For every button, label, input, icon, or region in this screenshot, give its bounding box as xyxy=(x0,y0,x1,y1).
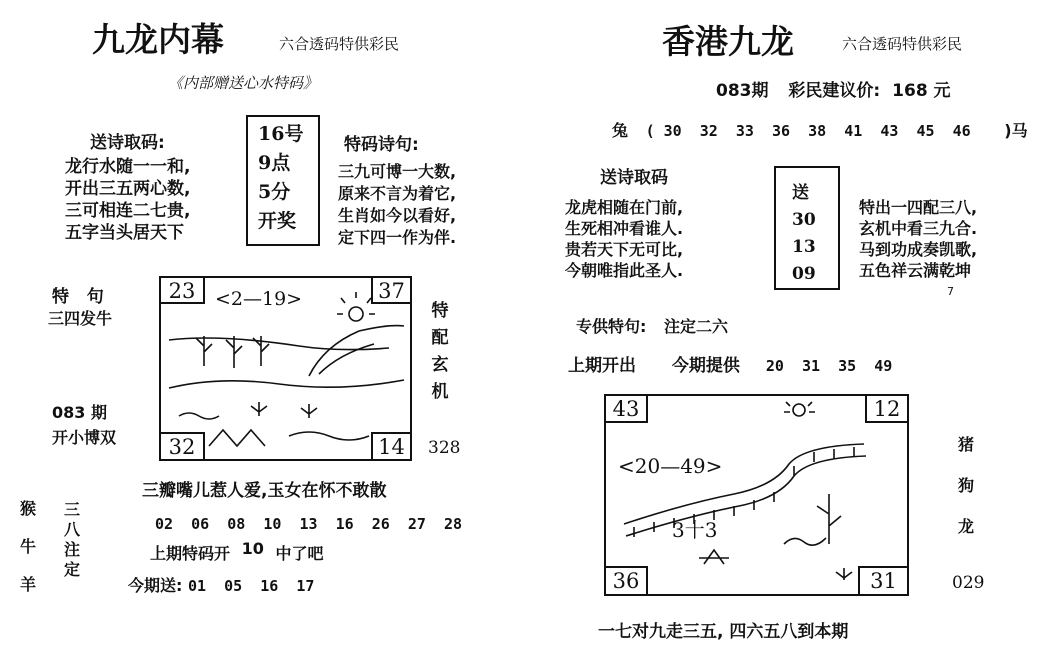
right-corner-tl: 43 xyxy=(604,394,648,423)
send-box-num-3: 09 xyxy=(792,264,816,284)
left-vnote2-1: 三 xyxy=(63,500,80,519)
right-corner-tr: 12 xyxy=(865,394,909,423)
left-side-number: 328 xyxy=(428,438,461,458)
special-poem xyxy=(338,161,456,249)
right-special-label: 专供特句: xyxy=(576,317,647,336)
right-picture-sketch-icon xyxy=(604,394,909,596)
horse-label: )马 xyxy=(1004,121,1028,140)
left-poem-line-2: 开出三五两心数, xyxy=(65,179,191,199)
draw-time-hour: 9点 xyxy=(258,152,291,174)
right-picture-sum: 3十3 xyxy=(672,518,718,542)
left-corner-tr: 37 xyxy=(371,276,412,304)
special-poem-line-1: 三九可博一大数, xyxy=(338,162,457,181)
left-number-list: 02 06 08 10 13 16 26 27 28 xyxy=(155,515,463,533)
right-side-number: 029 xyxy=(952,573,985,593)
left-poem-line-3: 三可相连二七贵, xyxy=(65,201,191,221)
left-vnote-2: 配 xyxy=(431,328,449,348)
left-vnote2-3: 注 xyxy=(63,540,80,559)
right-poem xyxy=(565,197,683,281)
send-box-num-2: 13 xyxy=(792,237,816,257)
left-vertical-note2 xyxy=(62,500,82,580)
right-animal-1: 猪 xyxy=(957,435,974,454)
right-period: 083期 xyxy=(716,81,769,101)
left-vertical-note xyxy=(430,298,450,406)
left-period: 083 期 xyxy=(52,403,107,422)
right-last-label: 上期开出 xyxy=(568,356,636,376)
today-label: 今期送: xyxy=(128,576,183,595)
left-vnote-4: 机 xyxy=(431,382,449,402)
right-animals xyxy=(956,424,976,547)
last-period-prefix: 上期特码开 xyxy=(150,544,231,563)
last-period-line xyxy=(150,541,323,564)
send-box-label: 送 xyxy=(792,183,809,203)
right-animal-2: 狗 xyxy=(957,476,974,495)
right-poem2-line-4: 五色祥云满乾坤 xyxy=(859,261,972,280)
right-poem-header: 送诗取码 xyxy=(600,168,668,188)
right-price-label: 彩民建议价: xyxy=(788,81,881,101)
right-poem2-line-3: 马到功成奏凯歌, xyxy=(859,240,978,259)
left-corner-bl: 32 xyxy=(159,432,205,461)
left-vnote2-4: 定 xyxy=(63,560,80,579)
left-animals xyxy=(18,490,38,604)
last-period-suffix: 中了吧 xyxy=(275,544,324,563)
right-period-price xyxy=(716,76,951,101)
special-phrase: 三四发牛 xyxy=(48,309,113,328)
right-offer-numbers: 20 31 35 49 xyxy=(765,357,893,375)
left-vnote2-2: 八 xyxy=(63,520,80,539)
right-animal-3: 龙 xyxy=(957,517,974,536)
right-poem-line-4: 今朝唯指此圣人. xyxy=(565,261,684,280)
right-special-line xyxy=(576,314,728,337)
left-vnote-3: 玄 xyxy=(431,355,449,375)
right-small-mark: 7 xyxy=(947,285,954,298)
right-poem2-line-2: 玄机中看三九合. xyxy=(859,219,978,238)
draw-time-label: 开奖 xyxy=(258,210,297,232)
right-poem-line-1: 龙虎相随在门前, xyxy=(565,198,684,217)
send-box-num-1: 30 xyxy=(792,210,816,230)
today-numbers: 01 05 16 17 xyxy=(187,577,315,595)
right-offer-line xyxy=(568,351,892,376)
right-poem-line-3: 贵若天下无可比, xyxy=(565,240,684,259)
left-animal-2: 牛 xyxy=(19,537,36,556)
left-riddle: 三瓣嘴儿惹人爱,玉女在怀不敢散 xyxy=(142,481,387,501)
left-title: 九龙内幕 xyxy=(92,20,224,59)
left-poem-line-4: 五字当头居天下 xyxy=(65,223,184,243)
right-corner-bl: 36 xyxy=(604,566,648,596)
special-poem-header: 特码诗句: xyxy=(344,135,419,155)
special-poem-line-3: 生肖如今以看好, xyxy=(338,206,457,225)
left-poem xyxy=(65,156,190,244)
draw-time-text xyxy=(258,120,303,236)
rabbit-horse-line xyxy=(612,118,1028,141)
right-corner-br: 31 xyxy=(858,566,909,596)
right-offer-label: 今期提供 xyxy=(671,356,740,376)
right-tagline: 六合透码特供彩民 xyxy=(842,35,963,53)
left-subtitle: 《内部赠送心水特码》 xyxy=(168,74,319,92)
right-poem2 xyxy=(859,197,977,281)
today-line xyxy=(128,573,314,596)
right-picture-range: <20—49> xyxy=(618,454,723,478)
left-picture-range: <2—19> xyxy=(215,288,303,310)
last-period-number: 10 xyxy=(241,539,264,558)
left-animal-1: 猴 xyxy=(19,499,36,518)
left-corner-br: 14 xyxy=(371,432,412,461)
rabbit-label: 兔 xyxy=(612,121,629,140)
draw-time-minute: 5分 xyxy=(258,181,291,203)
special-poem-line-2: 原来不言为着它, xyxy=(338,184,457,203)
draw-time-date: 16号 xyxy=(258,123,304,145)
left-corner-tl: 23 xyxy=(159,276,205,304)
rabbit-numbers: ( 30 32 33 36 38 41 43 45 46 xyxy=(645,122,971,140)
right-title: 香港九龙 xyxy=(662,22,794,61)
special-phrase-label: 特 句 xyxy=(52,287,104,307)
left-picture-sketch-icon xyxy=(159,276,412,461)
send-box-text xyxy=(792,180,816,288)
left-period-tip: 开小博双 xyxy=(52,428,117,447)
left-animal-3: 羊 xyxy=(19,575,36,594)
special-poem-line-4: 定下四一作为伴. xyxy=(338,228,457,247)
right-poem-line-2: 生死相冲看谁人. xyxy=(565,219,684,238)
right-poem2-line-1: 特出一四配三八, xyxy=(859,198,978,217)
right-footer: 一七对九走三五, 四六五八到本期 xyxy=(598,622,849,642)
right-price: 168 元 xyxy=(892,81,951,101)
right-special-value: 注定二六 xyxy=(663,317,728,336)
left-vnote-1: 特 xyxy=(431,301,449,321)
left-poem-header: 送诗取码: xyxy=(90,133,165,153)
left-poem-line-1: 龙行水随一一和, xyxy=(65,157,191,177)
left-tagline: 六合透码特供彩民 xyxy=(279,35,400,53)
